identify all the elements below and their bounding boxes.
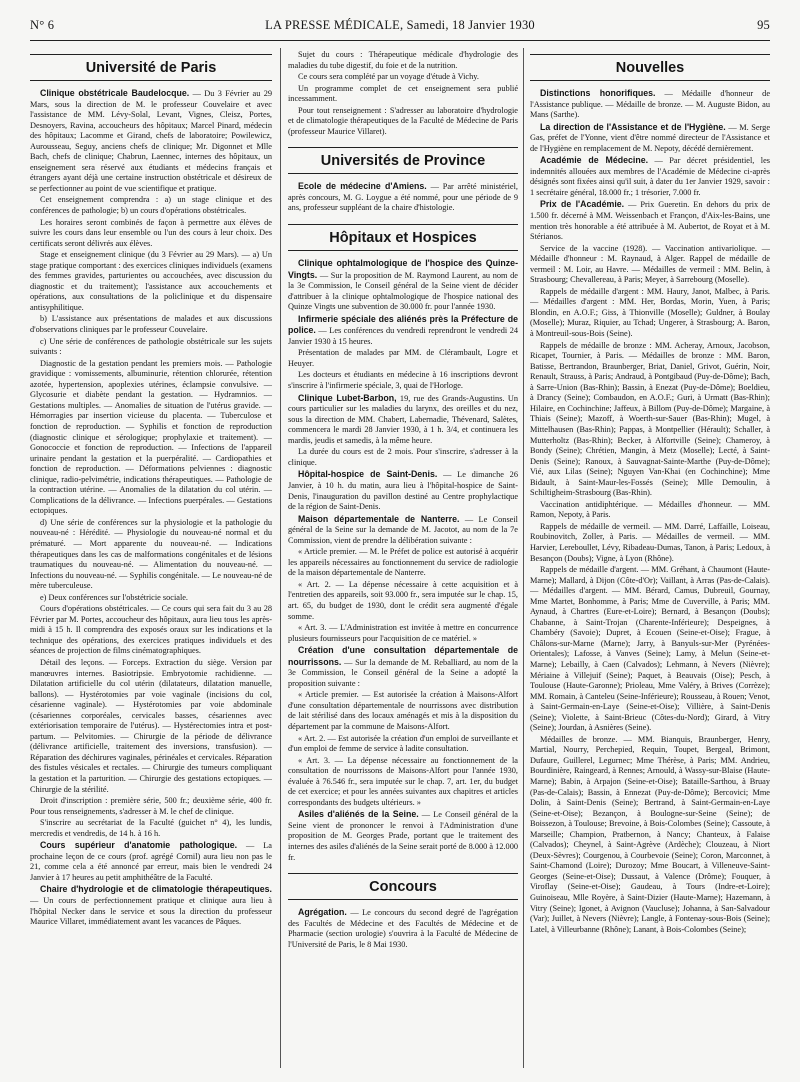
- paragraph: « Article premier. — Est autorisée la création à Maisons-Alfort d'une consultation départementale de nourrissons avec distribution de lait stérilisé dans des locaux aménagés et mis à la disposition du département par la commune de Maisons-Alfort.: [288, 690, 518, 731]
- item-heading: Hôpital-hospice de Saint-Denis.: [298, 469, 438, 480]
- column-divider: [523, 48, 524, 1068]
- item-text: — Du 3 Février au 29 Mars, sous la direction de M. le professeur Couvelaire et avec l'assistance de MM. Lévy-Solal, Levant, Vignes, Cleisz, Portes, Desnoyers, Ravina, accoucheurs des hôpitaux; Marcel Pinard, médecin des hôpitaux; Lacomme et Girand, chefs de laboratoire; Powilewicz, Aurousseau, Seguy, anciens chefs de clinique; Mr. Digonnet et Mlle Bach, chefs de clinique; Chabrun, Laennec, internes des hôpitaux, un enseignement sera réservé aux étudiants et médecins français et étrangers ayant déjà une certaine instruction obstétricale et désireux de se perfectionner au point de vue scientifique et pratique.: [30, 89, 272, 193]
- paragraph: « Art. 2. — La dépense nécessaire à cette acquisition et à l'entretien des appareils, soit 93.000 fr., sera imputée sur le chap. 15, art. 65, du budget de 1930, dont le crédit sera augmenté d'égale somme.: [288, 579, 518, 621]
- item-text: — La prochaine leçon de ce cours (prof. agrégé Cornil) aura lieu non pas le 21, comme cela a été annoncé par erreur, mais bien le vendredi 24 Janvier à 17 heures au petit amphithéâtre de la Faculté.: [30, 841, 272, 882]
- column-nouvelles: [530, 50, 770, 1060]
- paragraph: [530, 122, 770, 155]
- paragraph: [288, 907, 518, 950]
- column-middle: [288, 50, 518, 1060]
- item-text: — Par arrêté ministériel, après concours, M. G. Loygue a été nommé, pour une période de 9 ans, professeur suppléant de la chaire d'histologie.: [288, 182, 518, 213]
- section-title: Concours: [288, 873, 518, 900]
- item-text: — Un cours de perfectionnement pratique et clinique aura lieu à l'hôpital Necker dans le service et sous la direction du professeur Maurice Villaret, immédiatement avant les vacances de Pâques.: [30, 896, 272, 927]
- item-heading: Prix de l'Académie.: [540, 199, 625, 210]
- paragraph: [288, 809, 518, 863]
- paragraph: Rappels de médaille de vermeil. — MM. Darré, Laffaille, Loiseau, Roubinovitch, Zoller, à Paris. — Médailles de vermeil. — MM. Harvier, Lereboullet, Lévy, Ribadeau-Dumas, Tanon, à Paris; Ledoux, à Besançon (Doubs); Vigne, à Lyon (Rhône).: [530, 521, 770, 563]
- item-text: — Sur la demande de M. Reballiard, au nom de la 3e Commission, le Conseil général de la Seine a adopté la proposition suivante :: [288, 657, 518, 688]
- paragraph: [30, 840, 272, 883]
- paragraph: d) Une série de conférences sur la physiologie et la pathologie du nouveau-né : Hérédité. — Physiologie du nouveau-né normal et du prématuré. — Mort apparente du nouveau-né. — Indications thérapeutiques dans les cas de malformations congénitales et de lésions traumatiques du nouveau-né. — Alimentation du nouveau-né. — Infections du nouveau-né. — Syphilis congénitale. — Le nouveau-né de mère tuberculeuse.: [30, 517, 272, 591]
- item-text: — Le Conseil général de la Seine vient de prononcer le renvoi à l'Administration d'une proposition de M. Georges Prade, portant que le traitement des internes des asiles d'aliénés de la Seine serait porté de 8.000 à 12.000 fr.: [288, 810, 518, 862]
- paragraph: [288, 514, 518, 547]
- paragraph: Sujet du cours : Thérapeutique médicale d'hydrologie des maladies du tube digestif, du foie et de la nutrition.: [288, 50, 518, 70]
- section-title: Hôpitaux et Hospices: [288, 224, 518, 251]
- item-heading: Clinique obstétricale Baudelocque.: [40, 88, 190, 98]
- item-heading: La direction de l'Assistance et de l'Hygiène.: [540, 121, 726, 132]
- item-heading: Académie de Médecine.: [540, 155, 649, 166]
- paragraph: Service de la vaccine (1928). — Vaccination antivariolique. — Médaille d'honneur : M. Raynaud, à Alger. Rappel de médaille de vermeil : M. Loir, au Havre. — Médailles de vermeil : MM. Belin, à Strasbourg; Chevallereau, à Paris; Meyer, à Sarrebourg (Moselle).: [530, 243, 770, 285]
- paragraph: Stage et enseignement clinique (du 3 Février au 29 Mars). — a) Un stage pratique comportant : des exercices cliniques individuels (examens des femmes gravides, parturientes ou accouchées, avec discussion du diagnostic et du traitement); l'assistance aux accouchements et opérations, aux consultations de la policlinique et du dispensaire antisyphilitique.: [30, 250, 272, 312]
- paragraph: Pour tout renseignement : S'adresser au laboratoire d'hydrologie et de climatologie thérapeutiques de la Faculté de Médecine de Paris (professeur Maurice Villaret).: [288, 105, 518, 136]
- paragraph: Ce cours sera complété par un voyage d'étude à Vichy.: [298, 72, 479, 82]
- paragraph: Présentation de malades par MM. de Clérambault, Logre et Heuyer.: [288, 348, 518, 368]
- paragraph: Rappels de médaille de bronze : MM. Acheray, Arnoux, Jacobson, Ricapet, Tournier, à Paris. — Médailles de bronze : MM. Baron, Batisse, Bertrandon, Braunberger, Briat, Daniel, Grivot, Guérin, Noir, Renault, Strauss, à Paris; Andraud, à Pontgibaud (Puy-de-Dôme); Bach, à Sarre-Union (Bas-Rhin); Bassin, à Enezat (Puy-de-Dôme); Boeldieu, à Drancy (Seine); Combaudon, en A.O.F.; Guri, à Urmatt (Bas-Rhin); Hilaire, en Cochinchine; Jaffeux, à Billom (Puy-de-Dôme); Margaine, à Thiais (Seine); Mazoff, à Woerth-sur-Sauer (Bas-Rhin); Mugel, à Mittelhausen (Bas-Rhin); Pappas, à Montpellier (Hérault); Schaller, à Mutterholtz (Bas-Rhin); Becker, à Alfortville (Seine); Chameroy, à Bondy (Seine); Chrétien, Mangin, à Metz (Moselle); Lecté, à Saint-Denis (Seine); Ranoux, à Sauvagnat-Sainte-Marthe (Puy-de-Dôme); Vié, aux Lilas (Seine); Nguyen Van-Khai (en Cochinchine); Mme Bidault, à Saint-Maur-les-Fossés (Seine); Mlle Demoulin, à Schiltigheim-Strasbourg (Bas-Rhin).: [530, 340, 770, 498]
- item-heading: Cours supérieur d'anatomie pathologique.: [40, 840, 238, 851]
- page-header: [30, 18, 770, 38]
- paragraph: Droit d'inscription : première série, 500 fr.; deuxième série, 400 fr. Pour tous renseignements, s'adresser à M. le chef de clinique.: [30, 796, 272, 816]
- item-text: — Sur la proposition de M. Raymond Laurent, au nom de la 3e Commission, le Conseil général de la Seine vient de décider d'attribuer à la clinique ophtalmologique de l'hospice national des Quinze Vingts une subvention de 30.000 fr. pour l'année 1930.: [288, 270, 518, 312]
- item-text: — Les conférences du vendredi reprendront le vendredi 24 Janvier 1930 à 15 heures.: [288, 326, 518, 346]
- item-heading: Création d'une consultation départementale de nourrissons.: [288, 645, 518, 667]
- paragraph: Rappels de médaille d'argent : MM. Haury, Janot, Malbec, à Paris. — Médailles d'argent : MM. Her, Bordas, Morin, Yuen, à Paris; Blondin, en A.O.F.; Giss, à Thionville (Moselle); Guldner, à Boulay (Moselle); Muraz, Riquier, au Tchad; Ungerer, à Strasbourg; A. Baron, à Montreuil-sous-Bois (Seine).: [530, 286, 770, 339]
- paragraph: Un programme complet de cet enseignement sera publié incessamment.: [288, 83, 518, 104]
- item-text: — Par décret présidentiel, les indemnités allouées aux membres de l'Académie de Médecine ci-après désignés sont fixées ainsi qu'il suit, à dater du 1er Janvier 1929, savoir : 1 secrétaire général, 18.000 fr.; 1 trésorier, 7.000 fr.: [530, 156, 770, 197]
- paragraph: [530, 88, 770, 121]
- item-text: — Prix Gueretin. En dehors du prix de 1.500 fr. décerné à MM. Weissenbach et Françon, d'Aix-les-Bains, une mention très honorable a été attribuée à M. Aubertot, de Royat et à M. Stérianos.: [530, 200, 770, 242]
- paragraph: Rappels de médaille d'argent. — MM. Gréhant, à Chaumont (Haute-Marne); Mallard, à Dijon (Côte-d'Or); Vaillant, à Arras (Pas-de-Calais). — Médailles d'argent. — MM. Bérard, Camus, Dubreuil, Gournay, Mme Martet, Bonhomme, à Paris; Mme de Cuverville, à Paris; MM. Aynaud, à Chartres (Eure-et-Loire); Bernard, à Besançon (Doubs); Chabanne, à Saint-Trojan (Charente-Inférieure); Despeignes, à Chambéry (Savoie); Dupret, à Ecouen (Seine-et-Oise); Frague, à Châlons-sur-Marne (Marne); Jarry, à Banyuls-sur-Mer (Pyrénées-Orientales); Lafosse, à Vanves (Seine); Lamy, à Melun (Seine-et-Marne); Lebailly, à Caen (Calvados); Lehmann, à Nevers (Nièvre); Mériaine à Villejuif (Seine); Paquet, à Beauvais (Oise); Pesch, à Toulouse (Haute-Garonne); Prioleau, Mme Valéry, à Brives (Corrèze); MM. Romain, à Canteleu (Seine-Inférieure); Rousseau, à Rouen; Venot, à Saint-Germain-en-Laye (Seine-et-Oise); Villière, à Saint-Denis (Seine); Violette, à Saint-Brieuc (Côtes-du-Nord); Girard, à Vitry (Seine); Jourdan, à Asnières (Seine).: [530, 565, 770, 733]
- paragraph: [288, 258, 518, 313]
- section-title: Universités de Province: [288, 147, 518, 174]
- item-heading: Asiles d'aliénés de la Seine.: [298, 809, 419, 820]
- item-heading: Distinctions honorifiques.: [540, 88, 656, 98]
- column-universite-paris: [30, 50, 272, 1060]
- item-text: — M. Serge Gas, préfet de l'Yonne, vient d'être nommé directeur de l'Assistance et de l'Hygiène en remplacement de M. Nepoty, décédé dernièrement.: [530, 122, 770, 153]
- paragraph: [288, 181, 518, 214]
- item-text: — Le concours du second degré de l'agrégation des Facultés de Médecine et des Facultés de Médecine et de Pharmacie (section urologie) s'ouvrira à la Faculté de Médecine de l'Université de Paris, le 8 Mai 1930.: [288, 908, 518, 949]
- paragraph: Les docteurs et étudiants en médecine à 16 inscriptions devront s'inscrire à l'infirmerie spéciale, 3, quai de l'Horloge.: [288, 370, 518, 391]
- paragraph: « Art. 2. — Est autorisée la création d'un emploi de surveillante et d'un emploi de femme de service à ladite consultation.: [288, 733, 518, 754]
- item-text: 19, rue des Grands-Augustins. Un cours particulier sur les maladies du larynx, des oreilles et du nez, sous la direction de MM. Chabert, Labernadie, Thévenard, Salètes, commencera le mardi 28 Janvier 1930, à 1 h. 3/4, et continuera les mardis, jeudis et samedis, à la même heure.: [288, 393, 518, 445]
- paragraph: [288, 393, 518, 447]
- paragraph: Cours d'opérations obstétricales. — Ce cours qui sera fait du 3 au 28 Février par M. Portes, accoucheur des hôpitaux, aura lieu tous les après-midi à 15 h. Il comprendra des exposés oraux sur les indications et la technique des opérations, des exercices pratiques individuels et des séances de projection de films cinématographiques.: [30, 604, 272, 656]
- paragraph: La durée du cours est de 2 mois. Pour s'inscrire, s'adresser à la clinique.: [288, 447, 518, 467]
- section-title: Université de Paris: [30, 54, 272, 81]
- paragraph: Vaccination antidiphtérique. — Médailles d'honneur. — MM. Ramon, Nepoty, à Paris.: [530, 499, 770, 520]
- paragraph: Cet enseignement comprendra : a) un stage clinique et des conférences de pathologie; b) un cours d'opérations obstétricales.: [30, 195, 272, 216]
- paragraph: [30, 88, 272, 194]
- paragraph: [530, 199, 770, 242]
- section-title: Nouvelles: [530, 54, 770, 81]
- item-heading: Agrégation.: [298, 907, 347, 918]
- paragraph: Médailles de bronze. — MM. Bianquis, Braunberger, Henry, Martial, Nourry, Perchepied, Requin, Toupet, Bergeal, Brimont, Dufaure, Guillerel, Legurnec; Mme Thérèse, à Paris; MM. Andrieu, Bourdinière, Raingeard, à Rennes; Arnould, à Wassy-sur-Blaise (Haute-Marne); Babin, à Arpajon (Seine-et-Oise); Bataille-Sarthou, à Bruay (Pas-de-Calais); Bassin, à Ennezat (Puy-de-Dôme); Bercovici; Mme Dolin, à Saint-Denis (Seine); Bertrand, à Saint-Germain-en-Laye (Seine-et-Oise); Bezançon, à Boulogne-sur-Seine (Seine); de Boissezon, à Toulouse; Brevoine, à Bois-Colombes (Seine); Cassoute, à Marseille; Champion, Pratbernon, à Nancy; Chanteux, à Falaise (Calvados); Cheynel, à Saint-Agrève (Ardèche); Clouzeau, à Niort (Deux-Sèvres); Courgenou, à Courbevoie (Seine); Coron, Marconnet, à Saint-Chamond (Loire); Durozoy; Mme Boucart, à Villeneuve-Saint-Georges (Seine-et-Oise); Dussaut, à Valence (Drôme); Fouquer, à Viroflay (Seine-et-Oise); Gaudeau, à Tours (Indre-et-Loire); Guinoiseau, Mlle Royère, à Saint-Dizier (Haute-Marne); Hazemann, à Vitry (Seine); Igonet, à Avignon (Vaucluse); Johanna, à San-Salvadour (Var); Juillet, à Nevers (Nièvre); Langle, à Fontenay-sous-Bois (Seine); Latel, à Villeurbanne (Rhône); Lanant, à Bois-Colombes (Seine);: [530, 734, 770, 934]
- paragraph: [288, 314, 518, 348]
- paragraph: [288, 469, 518, 512]
- paragraph: « Art. 3. — L'Administration est invitée à mettre en concurrence plusieurs fournisseurs pour l'acquisition de ce matériel. »: [288, 623, 518, 643]
- item-heading: Maison départementale de Nanterre.: [298, 513, 460, 524]
- paragraph: « Article premier. — M. le Préfet de police est autorisé à acquérir les appareils nécessaires au fonctionnement du service de radiologie de la maison départementale de Nanterre.: [288, 547, 518, 578]
- column-divider: [280, 48, 281, 1068]
- paragraph: b) L'assistance aux présentations de malades et aux discussions d'observations cliniques par le professeur Couvelaire.: [30, 314, 272, 335]
- paragraph: [30, 884, 272, 927]
- issue-number: N° 6: [30, 18, 55, 32]
- item-heading: Infirmerie spéciale des aliénés près la Préfecture de police.: [288, 313, 518, 336]
- journal-title: LA PRESSE MÉDICALE, Samedi, 18 Janvier 1930: [265, 18, 535, 32]
- paragraph: e) Deux conférences sur l'obstétricie sociale.: [40, 592, 189, 602]
- paragraph: Détail des leçons. — Forceps. Extraction du siège. Version par manœuvres internes. Basiotripsie. Embryotomie rachidienne. — Dilatation artificielle du col utérin (dilatateurs, dilatation manuelle, ballons). — Hystérotomies par voie vaginale (incisions du col, césarienne vaginale). — Hystérotomies par voie abdominale (césariennes corporéales, cervicales basses, césariennes avec extériorisation temporaire de l'utérus). — Hystérectomies intra et post-partum. — Pelvitomies. — Chirurgie de la période de délivrance (délivrance artificielle, traitement des inversions, transfusion). — Réparation des déchirures vaginales, périnéales et cervicales. Réparation des fistules vésicales et rectales. — Chirurgie des tumeurs compliquant la gestation et la parturition. — Chirurgie des gestations ectopiques. — Chirurgie de la stérilité.: [30, 657, 272, 794]
- paragraph: S'inscrire au secrétariat de la Faculté (guichet n° 4), les lundis, mercredis et vendredis, de 14 h. à 16 h.: [30, 818, 272, 838]
- item-text: — Le Conseil général de la Seine sur la demande de M. Jacotot, au nom de la 7e Commission, vient de prendre la délibération suivante :: [288, 514, 518, 545]
- item-heading: Clinique ophtalmologique de l'hospice des Quinze-Vingts.: [288, 258, 518, 280]
- item-text: — Le dimanche 26 Janvier, à 10 h. du matin, aura lieu à l'hôpital-hospice de Saint-Denis, l'inauguration du pavillon destiné au Centre prophylactique de la région de Saint-Denis.: [288, 470, 518, 512]
- paragraph: [530, 155, 770, 198]
- page-number: 95: [757, 18, 770, 32]
- paragraph: Les horaires seront combinés de façon à permettre aux élèves de suivre les cours dans leur ensemble ou l'un des cours à leur choix. Des certificats seront délivrés aux élèves.: [30, 217, 272, 248]
- paragraph: c) Une série de conférences de pathologie obstétricale sur les sujets suivants :: [30, 336, 272, 357]
- item-heading: Chaire d'hydrologie et de climatologie thérapeutiques.: [40, 884, 272, 895]
- item-heading: Ecole de médecine d'Amiens.: [298, 181, 427, 192]
- paragraph: Diagnostic de la gestation pendant les premiers mois. — Pathologie gravidique : vomissements, albuminurie, rétention chlorurée, rétention azotée, hypertension, apoplexies utérines, éclampsie convulsive. — Glycosurie et diabète pendant la gestation. — Hydramnios. — Gestations multiples. — Anomalies de situation de l'utérus gravide. — Hémorragies par insertion vicieuse du placenta. — Tuberculose et fonction de reproduction. — Syphilis et fonction de reproduction (diagnostic clinique et sérologique; prophylaxie et traitement). — Gonococcie et fonction de reproduction. — Infections de l'appareil urinaire pendant la gestation et la puerpéralité. — Cardiopathies et fonction de reproduction. — Déformations pelviennes : diagnostic clinique, radio-pelvimétrie, indications thérapeutiques. — Pathologie de la contraction utérine. — Anomalies de la dilatation du col utérin. — Complications de la délivrance. — Infections puerpérales. — Gestations ectopiques.: [30, 358, 272, 516]
- paragraph: [288, 645, 518, 689]
- header-rule: [30, 40, 770, 41]
- item-heading: Clinique Lubet-Barbon,: [298, 392, 397, 403]
- item-text: — Médaille d'honneur de l'Assistance publique. — Médaille de bronze. — M. Auguste Bidon, au Mans (Sarthe).: [530, 89, 770, 120]
- paragraph: « Art. 3. — La dépense nécessaire au fonctionnement de la consultation de nourrissons de Maisons-Alfort pour l'année 1930, évaluée à 76.546 fr., sera imputée sur le chap. 7, art. 1er, du budget de cet exercice; et pour les années suivantes aux chapitres et articles correspondants des budgets ultérieurs. »: [288, 755, 518, 807]
